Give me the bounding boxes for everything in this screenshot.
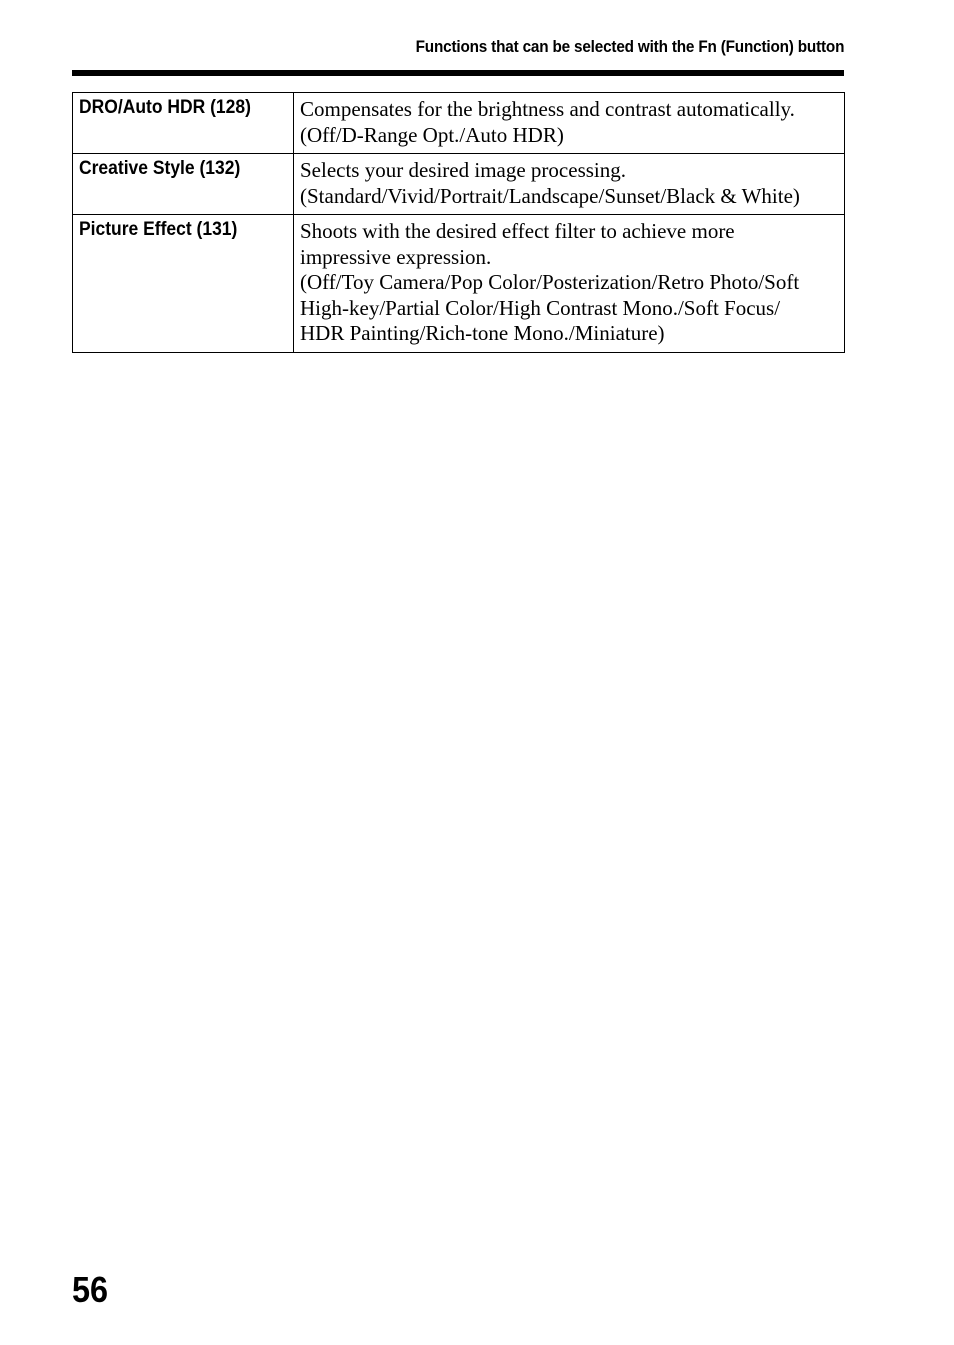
function-name: DRO/Auto HDR (128) xyxy=(79,97,251,118)
description-line: Shoots with the desired effect filter to achieve more xyxy=(300,219,735,243)
description-line: Selects your desired image processing. xyxy=(300,158,626,182)
page-header-title: Functions that can be selected with the Fn (Function) button xyxy=(415,37,844,56)
function-name: Picture Effect (131) xyxy=(79,219,238,240)
function-name-cell xyxy=(73,93,294,154)
function-description-cell xyxy=(294,215,845,353)
function-description-cell xyxy=(294,154,845,215)
table-row xyxy=(73,215,845,353)
description-line: (Off/D-Range Opt./Auto HDR) xyxy=(300,122,564,147)
table-row xyxy=(73,154,845,215)
description-line: impressive expression. xyxy=(300,244,492,269)
function-name: Creative Style (132) xyxy=(79,158,241,179)
description-line: HDR Painting/Rich-tone Mono./Miniature) xyxy=(300,321,665,345)
function-description-cell xyxy=(294,93,845,154)
description-line: (Off/Toy Camera/Pop Color/Posterization/Retro Photo/Soft xyxy=(300,270,800,294)
function-table xyxy=(72,92,845,353)
header-rule xyxy=(72,70,844,76)
page-number: 56 xyxy=(72,1269,109,1310)
description-line: Compensates for the brightness and contrast automatically. xyxy=(300,97,795,121)
table-row xyxy=(73,93,845,154)
function-name-cell xyxy=(73,154,294,215)
function-name-cell xyxy=(73,215,294,353)
description-line: (Standard/Vivid/Portrait/Landscape/Sunset/Black & White) xyxy=(300,183,800,208)
description-line: High-key/Partial Color/High Contrast Mono./Soft Focus/ xyxy=(300,295,781,320)
